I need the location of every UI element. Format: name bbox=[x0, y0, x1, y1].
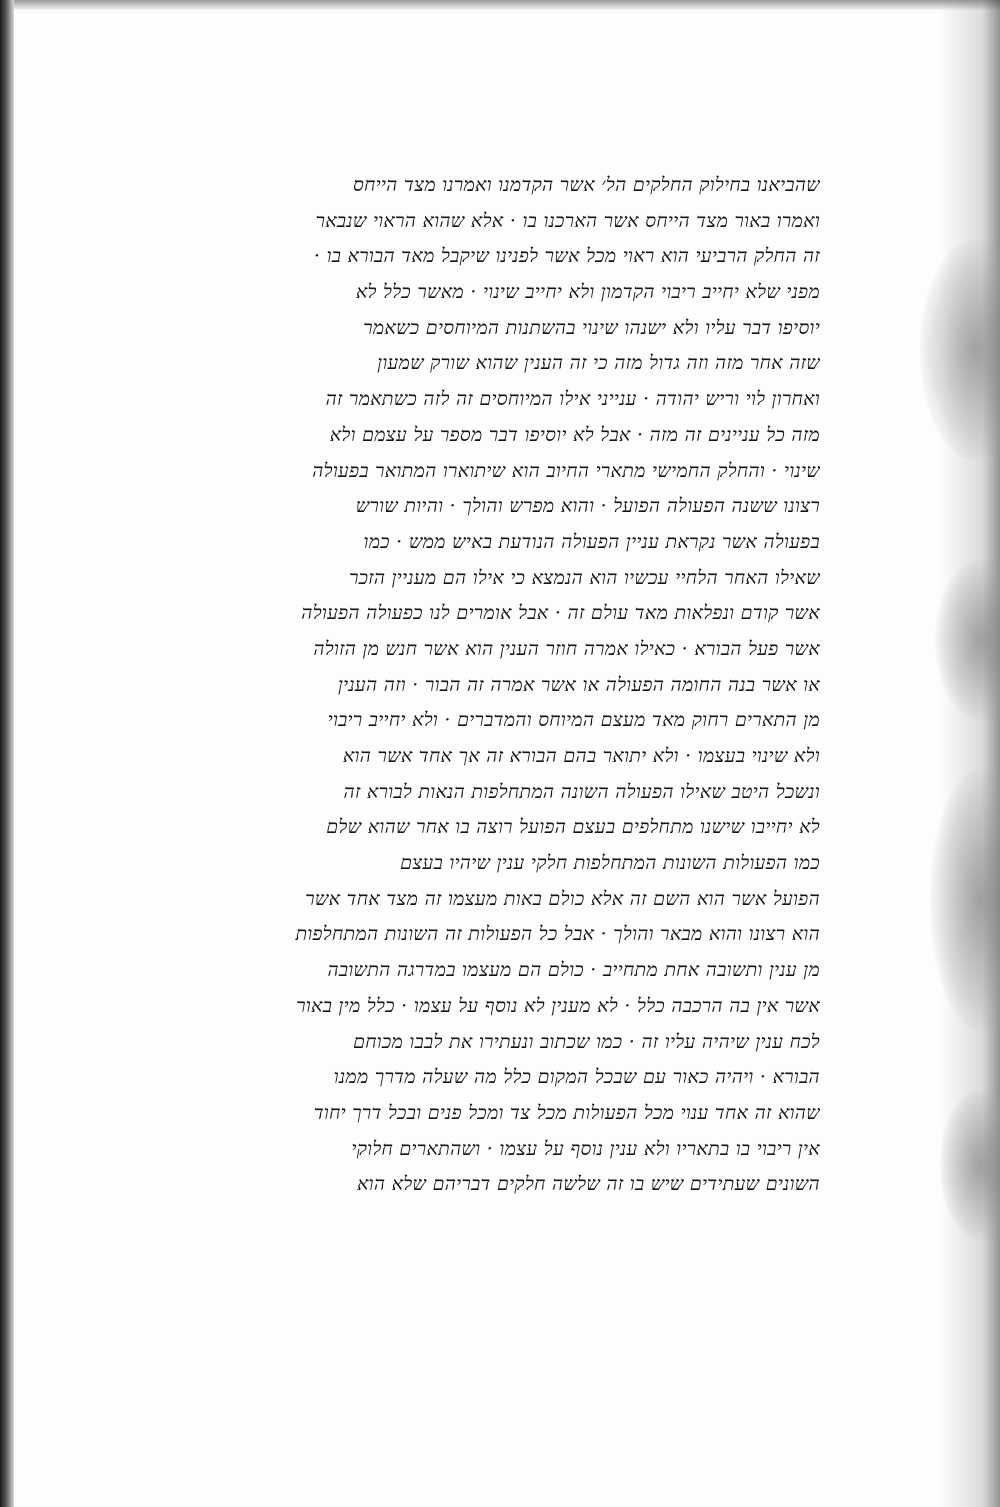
text-line: שינוי · והחלק החמישי מתארי החיוב הוא שיתוארו המתואר בפעולה bbox=[312, 459, 820, 482]
text-line: מזה כל עניינים זה מזה · אבל לא יוסיפו דבר מספר על עצמם ולא bbox=[329, 423, 820, 446]
text-line: מן ענין ותשובה אחת מתחייב · כולם הם מעצמו במדרגה התשובה bbox=[327, 959, 820, 982]
text-line: שהוא זה אחד ענוי מכל הפעולות מכל צד ומכל פנים ובכל דרך יחוד bbox=[313, 1101, 820, 1124]
text-line: ואמרו באור מצד הייחס אשר הארכנו בו · אלא שהוא הראוי שנבאר bbox=[315, 209, 820, 232]
text-line: אשר אין בה הרכבה כלל · לא מענין לא נוסף על עצמו · כלל מין באור bbox=[296, 994, 820, 1017]
text-line: כמו הפעולות השונות המתחלפות חלקי ענין שיהיו בעצם bbox=[400, 852, 820, 875]
text-line: או אשר בנה החומה הפעולה או אשר אמרה זה הבור · וזה הענין bbox=[338, 673, 820, 696]
text-line: לכח ענין שיהיה עליו זה · כמו שכתוב ונעתירו את לבבו מכוחם bbox=[353, 1030, 820, 1053]
text-line: זה החלק הרביעי הוא ראוי מכל אשר לפנינו שיקבל מאד הבורא בו · bbox=[313, 245, 820, 268]
text-line: ונשכל היטב שאילו הפעולה השונה המתחלפות הנאות לבורא זה bbox=[343, 780, 820, 803]
page-top-edge bbox=[0, 0, 1000, 10]
text-line: לא יחייבו שישנו מתחלפים בעצם הפועל רוצה בו אחר שהוא שלם bbox=[326, 816, 820, 839]
page-right-edge-shadow bbox=[940, 0, 1000, 1507]
text-line: הבורא · ויהיה כאור עם שבכל המקום כלל מה שעלה מדרך ממנו bbox=[333, 1066, 820, 1089]
text-line: אשר פעל הבורא · כאילו אמרה חוזר הענין הוא אשר חנש מן הזולה bbox=[313, 637, 820, 660]
page-left-edge bbox=[0, 0, 14, 1507]
text-line: אין ריבוי בו בתאריו ולא ענין נוסף על עצמו · ושהתארים חלוקי bbox=[351, 1137, 820, 1160]
text-line: מן התארים רחוק מאד מעצם המיוחס והמדברים · ולא יחייב ריבוי bbox=[327, 709, 820, 732]
text-line: שזה אחר מזה וזה גדול מזה כי זה הענין שהוא שורק שמעון bbox=[377, 352, 820, 375]
text-line: ולא שינוי בעצמו · ולא יתואר בהם הבורא זה אך אחד אשר הוא bbox=[342, 745, 820, 767]
water-stain bbox=[920, 240, 1000, 460]
text-line: הפועל אשר הוא השם זה אלא כולם באות מעצמו זה מצד אחד אשר bbox=[305, 887, 820, 910]
text-line: השונים שעתידים שיש בו זה שלשה חלקים דבריהם שלא הוא bbox=[356, 1173, 820, 1196]
text-line: בפעולה אשר נקראת עניין הפעולה הנודעת באיש ממש · כמו bbox=[363, 530, 820, 553]
text-line: יוסיפו דבר עליו ולא ישנהו שינוי בהשתנות המיוחסים כשאמר bbox=[363, 316, 820, 339]
text-line: הוא רצונו והוא מבאר והולך · אבל כל הפעולות זה השונות המתחלפות bbox=[295, 923, 820, 946]
text-line: שאילו האחר הלחיי עכשיו הוא הנמצא כי אילו הם מעניין הזכר bbox=[349, 566, 820, 589]
text-line: שהביאנו בחילוק החלקים הל׳ אשר הקדמנו ואמרנו מצד הייחס bbox=[352, 174, 820, 196]
text-line: רצונו ששנה הפעולה הפועל · והוא מפרש והולך · והיות שורש bbox=[355, 495, 820, 518]
text-line: מפני שלא יחייב ריבוי הקדמון ולא יחייב שינוי · מאשר כלל לא bbox=[355, 281, 820, 304]
text-line: ואחרון לוי וריש יהודה · ענייני אילו המיוחסים זה לזה כשתאמר זה bbox=[325, 388, 820, 411]
manuscript-text-block bbox=[92, 168, 820, 1203]
text-line: אשר קודם ונפלאות מאד עולם זה · אבל אומרים לנו כפעולה הפעולה bbox=[301, 602, 820, 625]
